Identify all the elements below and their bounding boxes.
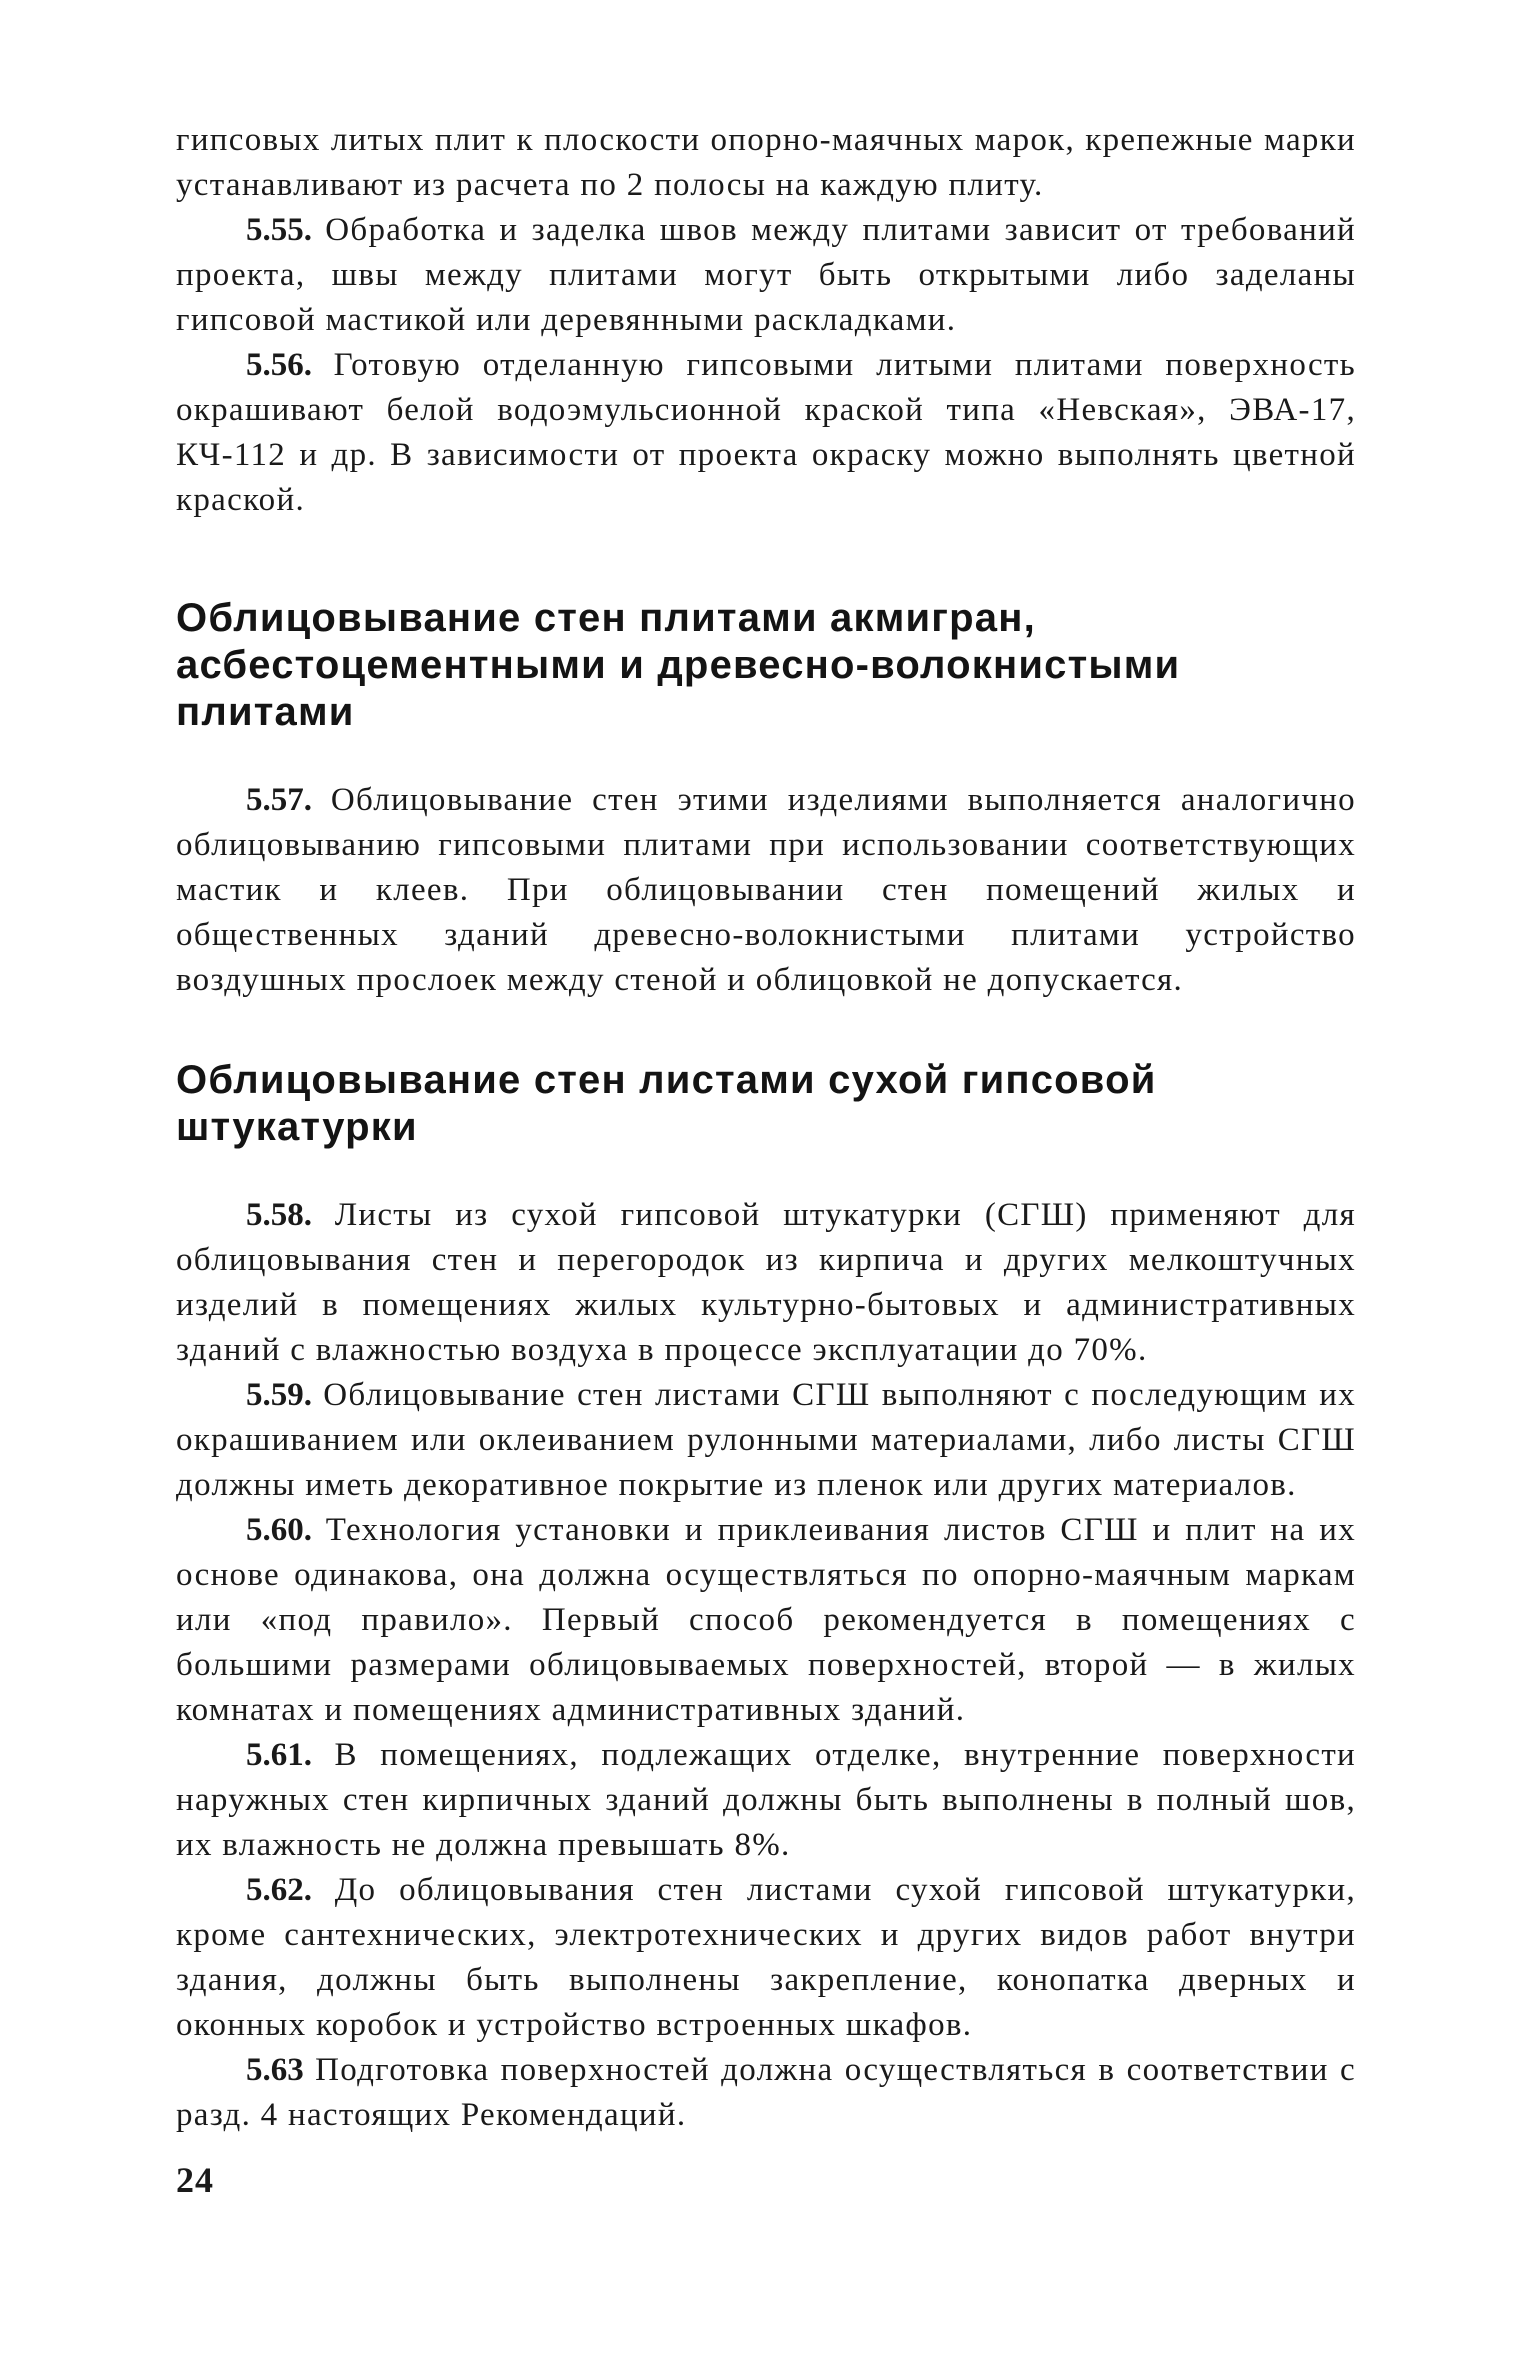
paragraph-text: В помещениях, подлежащих отделке, внутренние поверхности наружных стен кирпичных зданий должны быть выполнены в полный шов, их влажность не должна превышать 8%. [176, 1737, 1356, 1863]
paragraph-text: До облицовывания стен листами сухой гипсовой штукатурки, кроме сантехнических, электротехнических и других видов работ внутри здания, должны быть выполнены закрепление, конопатка дверных и оконных коробок и устройство встроенных шкафов. [176, 1872, 1356, 2043]
section-heading-akmigran: Облицовывание стен плитами акмигран, асбестоцементными и древесно-волокнистыми плитами [176, 596, 1181, 734]
paragraph-text: Обработка и заделка швов между плитами зависит от требований проекта, швы между плитами могут быть открытыми либо заделаны гипсовой мастикой или деревянными раскладками. [176, 212, 1356, 338]
numbered-paragraph [176, 1193, 1356, 1373]
paragraph-number: 5.56. [246, 347, 312, 383]
paragraph-text: Технология установки и приклеивания листов СГШ и плит на их основе одинакова, она должна осуществляться по опорно-маячным маркам или «под правило». Первый способ рекомендуется в помещениях с большими размерами облицовываемых поверхностей, второй — в жилых комнатах и помещениях административных зданий. [176, 1512, 1356, 1728]
paragraph-number: 5.61. [246, 1737, 312, 1773]
paragraph-text: Готовую отделанную гипсовыми литыми плитами поверхность окрашивают белой водоэмульсионной краской типа «Невская», ЭВА-17, КЧ-112 и др. В зависимости от проекта окраску можно выполнять цветной краской. [176, 347, 1356, 518]
numbered-paragraph [176, 778, 1356, 1003]
paragraph-number: 5.59. [246, 1377, 312, 1413]
numbered-paragraph [176, 2048, 1356, 2138]
paragraphs-section-b [176, 778, 1356, 1003]
paragraph-text: Подготовка поверхностей должна осуществляться в соответствии с разд. 4 настоящих Рекомендаций. [176, 2052, 1356, 2133]
document-page [176, 118, 1356, 2203]
section-heading-sgsh: Облицовывание стен листами сухой гипсовой штукатурки [176, 1058, 1157, 1149]
numbered-paragraph [176, 343, 1356, 523]
numbered-paragraph [176, 1373, 1356, 1508]
page-number: 24 [176, 2160, 214, 2200]
paragraph-text: Облицовывание стен этими изделиями выполняется аналогично облицовыванию гипсовыми плитами при использовании соответствующих мастик и клеев. При облицовывании стен помещений жилых и общественных зданий древесно-волокнистыми плитами устройство воздушных прослоек между стеной и облицовкой не допускается. [176, 782, 1356, 998]
paragraph-text: Листы из сухой гипсовой штукатурки (СГШ) применяют для облицовывания стен и перегородок из кирпича и других мелкоштучных изделий в помещениях жилых культурно-бытовых и административных зданий с влажностью воздуха в процессе эксплуатации до 70%. [176, 1197, 1356, 1368]
numbered-paragraph [176, 1868, 1356, 2048]
paragraph-number: 5.60. [246, 1512, 312, 1548]
paragraph-number: 5.63 [246, 2052, 304, 2088]
numbered-paragraph [176, 1733, 1356, 1868]
continuation-paragraph: гипсовых литых плит к плоскости опорно-маячных марок, крепежные марки устанавливают из расчета по 2 полосы на каждую плиту. [176, 122, 1356, 203]
paragraphs-section-a [176, 208, 1356, 523]
paragraph-number: 5.58. [246, 1197, 312, 1233]
paragraph-text: Облицовывание стен листами СГШ выполняют с последующим их окрашиванием или оклеиванием рулонными материалами, либо листы СГШ должны иметь декоративное покрытие из пленок или других материалов. [176, 1377, 1356, 1503]
paragraph-number: 5.57. [246, 782, 312, 818]
numbered-paragraph [176, 1508, 1356, 1733]
numbered-paragraph [176, 208, 1356, 343]
paragraphs-section-c [176, 1193, 1356, 2138]
paragraph-number: 5.62. [246, 1872, 312, 1908]
paragraph-number: 5.55. [246, 212, 312, 248]
